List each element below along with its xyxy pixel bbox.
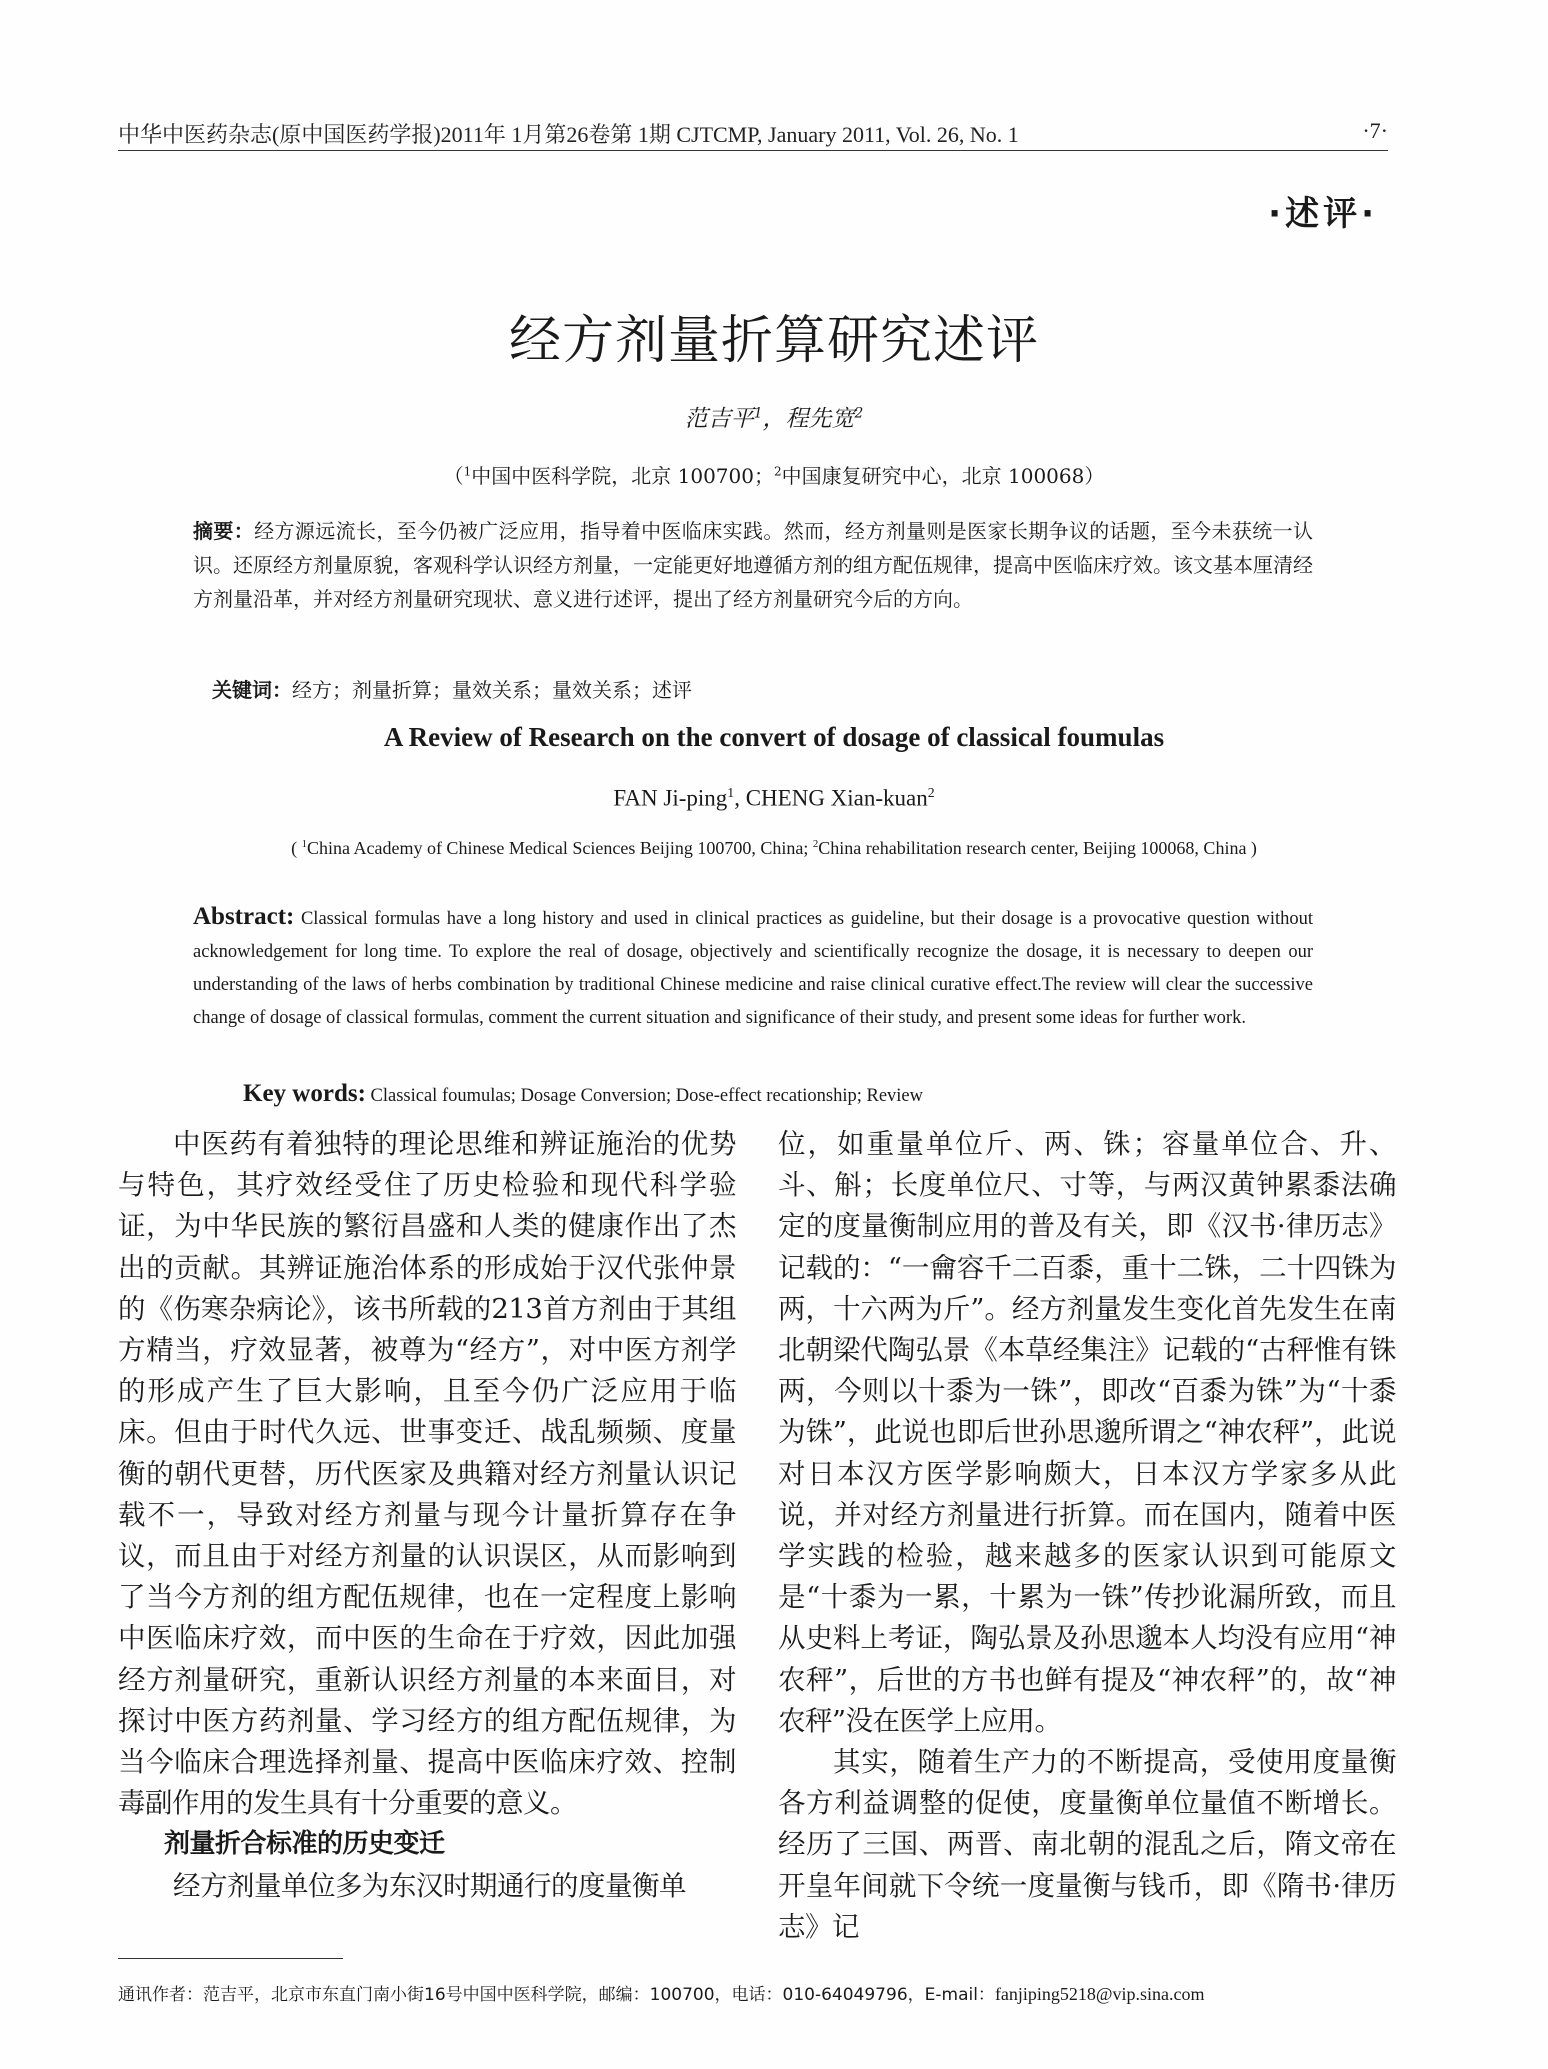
section-heading: 剂量折合标准的历史变迁 <box>164 1829 445 1860</box>
author-1-en-mark: 1 <box>727 785 735 800</box>
affil-mark-2: 2 <box>774 464 782 479</box>
article-title-en: A Review of Research on the convert of dosage of classical foumulas <box>383 722 1165 752</box>
affiliations-en <box>0 838 1548 859</box>
corresponding-author-footnote <box>118 1980 1205 2005</box>
body-column-left <box>118 1124 736 1907</box>
author-2: 程先宽 <box>785 406 855 432</box>
abstract-cn <box>193 514 1313 616</box>
affil-en-mark-1: 1 <box>301 838 307 850</box>
keywords-cn-label: 关键词： <box>212 678 292 702</box>
body-paragraph: 中医药有着独特的理论思维和辨证施治的优势与特色，其疗效经受住了历史检验和现代科学验证，为中华民族的繁衍昌盛和人类的健康作出了杰出的贡献。其辨证施治体系的形成始于汉代张仲景的《伤寒杂病论》，该书所载的213首方剂由于其组方精当，疗效显著，被尊为“经方”，对中医方剂学的形成产生了巨大影响，且至今仍广泛应用于临床。但由于时代久远、世事变迁、战乱频频、度量衡的朝代更替，历代医家及典籍对经方剂量认识记载不一，导致对经方剂量与现今计量折算存在争议，而且由于对经方剂量的认识误区，从而影响到了当今方剂的组方配伍规律，也在一定程度上影响中医临床疗效，而中医的生命在于疗效，因此加强经方剂量研究，重新认识经方剂量的本来面目，对探讨中医方药剂量、学习经方的组方配伍规律，为当今临床合理选择剂量、提高中医临床疗效、控制毒副作用的发生具有十分重要的意义。 <box>118 1128 736 1820</box>
abstract-en <box>193 900 1313 1035</box>
affiliations-cn <box>0 460 1548 489</box>
author-1: 范吉平 <box>684 406 754 432</box>
abstract-en-text: Classical formulas have a long history and used in clinical practices as guideline, but their dosage is a provocative question without acknowledgement for long time. To explore the real of dosage, objectively and scientifically recognize the dosage, it is necessary to deepen our understanding of the laws of herbs combination by traditional Chinese medicine and raise clinical curative effect.The review will clear the successive change of dosage of classical formulas, comment the current situation and significance of their study, and present some ideas for further work. <box>193 909 1314 1028</box>
affil-mark-1: 1 <box>463 464 472 479</box>
author-1-affil-mark: 1 <box>753 405 763 422</box>
author-en-separator: , <box>734 785 746 811</box>
footnote-divider <box>118 1958 343 1959</box>
affil-en-mark-2: 2 <box>812 838 819 850</box>
affiliation-en-1: China Academy of Chinese Medical Sciences Beijing 100700, China; <box>306 838 813 858</box>
keywords-en-label: Key words: <box>243 1080 366 1107</box>
page-number: ·7· <box>1362 118 1388 143</box>
body-paragraph: 其实，随着生产力的不断提高，受使用度量衡各方利益调整的促使，度量衡单位量值不断增长。经历了三国、两晋、南北朝的混乱之后，隋文帝在开皇年间就下令统一度量衡与钱币，即《隋书·律历志》记 <box>778 1746 1396 1943</box>
keywords-cn-text: 经方；剂量折算；量效关系；量效关系；述评 <box>292 678 692 702</box>
footnote-text: 通讯作者：范吉平，北京市东直门南小街16号中国中医科学院，邮编：100700，电话：010-64049796，E-mail： <box>118 1985 995 2005</box>
keywords-en <box>243 1080 1323 1108</box>
section-tag: ·述评· <box>1268 194 1378 234</box>
journal-citation: 中华中医药杂志(原中国医药学报)2011年 1月第26卷第 1期 CJTCMP, January 2011, Vol. 26, No. 1 <box>118 122 1019 147</box>
keywords-cn <box>212 674 1312 703</box>
affiliation-2: 中国康复研究中心，北京 100068） <box>781 464 1105 488</box>
author-1-en: FAN Ji-ping <box>613 785 728 811</box>
article-title: 经方剂量折算研究述评 <box>508 311 1039 371</box>
affil-en-open: ( <box>291 838 302 858</box>
author-2-en-mark: 2 <box>927 785 935 800</box>
journal-header <box>118 118 1388 151</box>
body-paragraph: 位，如重量单位斤、两、铢；容量单位合、升、斗、斛；长度单位尺、寸等，与两汉黄钟累黍法确定的度量衡制应用的普及有关，即《汉书·律历志》记载的：“一龠容千二百黍，重十二铢，二十四铢为两，十六两为斤”。经方剂量发生变化首先发生在南北朝梁代陶弘景《本草经集注》记载的“古秤惟有铢两，今则以十黍为一铢”，即改“百黍为铢”为“十黍为铢”，此说也即后世孙思邈所谓之“神农秤”，此说对日本汉方医学影响颇大，日本汉方学家多从此说，并对经方剂量进行折算。而在国内，随着中医学实践的检验，越来越多的医家认识到可能原文是“十黍为一累，十累为一铢”传抄讹漏所致，而且从史料上考证，陶弘景及孙思邈本人均没有应用“神农秤”，后世的方书也鲜有提及“神农秤”的，故“神农秤”没在医学上应用。 <box>778 1128 1396 1737</box>
affil-open: （ <box>443 464 464 488</box>
body-paragraph: 经方剂量单位多为东汉时期通行的度量衡单 <box>173 1869 686 1902</box>
footnote-email: fanjiping5218@vip.sina.com <box>994 1984 1205 2004</box>
body-column-right <box>778 1124 1396 1948</box>
affiliation-1: 中国中医科学院，北京 100700； <box>471 464 774 488</box>
author-separator: ， <box>762 406 786 432</box>
abstract-en-label: Abstract: <box>193 903 295 930</box>
author-2-affil-mark: 2 <box>854 405 864 422</box>
authors-cn <box>0 400 1548 433</box>
authors-en <box>0 785 1548 812</box>
keywords-en-text: Classical foumulas; Dosage Conversion; Dose-effect recationship; Review <box>370 1086 923 1106</box>
affiliation-en-2: China rehabilitation research center, Beijing 100068, China ) <box>818 838 1257 858</box>
abstract-cn-text: 经方源远流长，至今仍被广泛应用，指导着中医临床实践。然而，经方剂量则是医家长期争议的话题，至今未获统一认识。还原经方剂量原貌，客观科学认识经方剂量，一定能更好地遵循方剂的组方配伍规律，提高中医临床疗效。该文基本厘清经方剂量沿革，并对经方剂量研究现状、意义进行述评，提出了经方剂量研究今后的方向。 <box>193 519 1314 611</box>
abstract-cn-label: 摘要： <box>193 519 255 543</box>
author-2-en: CHENG Xian-kuan <box>745 785 928 811</box>
